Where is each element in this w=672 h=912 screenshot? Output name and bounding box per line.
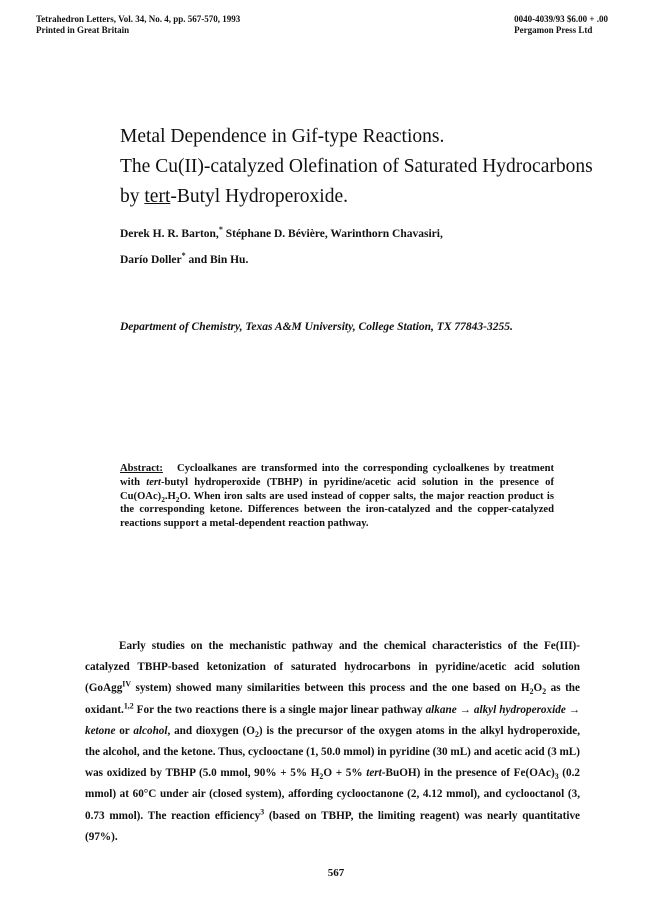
paragraph [85, 636, 580, 848]
abstract [120, 462, 554, 531]
title-line-2: The Cu(II)-catalyzed Olefination of Saturated Hydrocarbons [120, 156, 593, 177]
abstract-text: Cycloalkanes are transformed into the corresponding cycloalkenes by treatment with [120, 463, 554, 488]
publisher-info [514, 14, 608, 35]
text-run: O + 5% [323, 767, 367, 780]
title-underlined-word: tert [144, 186, 171, 207]
title-text: -Butyl Hydroperoxide. [170, 186, 348, 207]
italic-text: alcohol [133, 724, 168, 737]
abstract-label: Abstract: [120, 463, 163, 474]
paper-title [120, 122, 593, 212]
text-run: (based on TBHP, the limiting reagent) was nearly quantitative (97%). [85, 809, 581, 843]
author-name: Darío Doller [120, 254, 182, 266]
publisher-line: Pergamon Press Ltd [514, 24, 593, 35]
author-names: and Bin Hu. [185, 254, 249, 266]
text-run: Early studies on the mechanistic pathway and the chemical characteristics of the Fe(III)-catalyzed TBHP-based ketonization of saturated hydrocarbons in pyridine/acetic acid solution (GoAgg [85, 640, 580, 695]
reference-superscript: 3 [260, 806, 265, 816]
author-names: Stéphane D. Bévière, Warinthorn Chavasiri, [222, 228, 443, 240]
text-run: , and dioxygen (O [167, 724, 255, 737]
italic-text: alkane → alkyl hydroperoxide → ketone [85, 703, 580, 737]
page-number: 567 [327, 867, 345, 879]
author-name: Derek H. R. Barton, [120, 228, 219, 240]
corresponding-author-mark: * [218, 225, 223, 235]
text-run: For the two reactions there is a single major linear pathway [133, 703, 426, 716]
text-run: -BuOH) in the presence of Fe(OAc) [381, 767, 555, 780]
subscript: 2 [254, 730, 259, 740]
subscript: 3 [554, 772, 559, 782]
text-run: or [115, 724, 134, 737]
printed-in-line: Printed in Great Britain [36, 24, 130, 35]
abstract-text: -butyl hydroperoxide (TBHP) in pyridine/acetic acid solution in the presence of Cu(OAc) [120, 476, 554, 502]
citation-line: Tetrahedron Letters, Vol. 34, No. 4, pp. 567-570, 1993 [36, 14, 241, 24]
abstract-text: O. When iron salts are used instead of copper salts, the major reaction product is the corresponding ketone. Differences between the iron-catalyzed and the copper-catalyzed reactions support a metal-dependent reaction pathway. [120, 490, 554, 530]
journal-citation [36, 14, 240, 35]
subscript: 2 [542, 687, 547, 697]
text-run: O [533, 682, 543, 695]
title-text: by [120, 186, 145, 207]
subscript: 2 [319, 772, 324, 782]
abstract-italic: tert [146, 476, 161, 488]
subscript: 2 [161, 494, 165, 504]
text-run: as the oxidant. [85, 682, 580, 716]
title-line-1: Metal Dependence in Gif-type Reactions. [120, 126, 445, 147]
text-run: ) is the precursor of the oxygen atoms in the alkyl hydroperoxide, the alcohol, and the ketone. Thus, cyclooctane (1, 50.0 mmol) in pyridine (30 mL) and acetic acid (3 mL) was oxidized by TBHP (5.0 mmol, 90% + 5% H [85, 724, 581, 780]
abstract-text: .H [164, 490, 176, 502]
body-text [85, 636, 580, 848]
price-code-line: 0040-4039/93 $6.00 + .00 [514, 14, 608, 24]
text-run: system) showed many similarities between this process and the one based on H [131, 682, 530, 695]
italic-text: tert [366, 767, 382, 780]
reference-superscript: 1,2 [123, 700, 134, 710]
author-line-1 [120, 221, 443, 247]
author-line-2 [120, 247, 443, 273]
subscript: 2 [175, 494, 180, 504]
corresponding-author-mark: * [181, 251, 186, 261]
affiliation: Department of Chemistry, Texas A&M University, College Station, TX 77843-3255. [120, 321, 513, 333]
subscript: 2 [529, 687, 534, 697]
text-run: (0.2 mmol) at 60°C under air (closed system), affording cyclooctanone (2, 4.12 mmol), and cyclooctanol (3, 0.73 mmol). The reaction efficiency [85, 767, 580, 822]
title-line-3 [120, 182, 590, 212]
superscript: IV [122, 679, 131, 689]
author-list [120, 221, 443, 273]
